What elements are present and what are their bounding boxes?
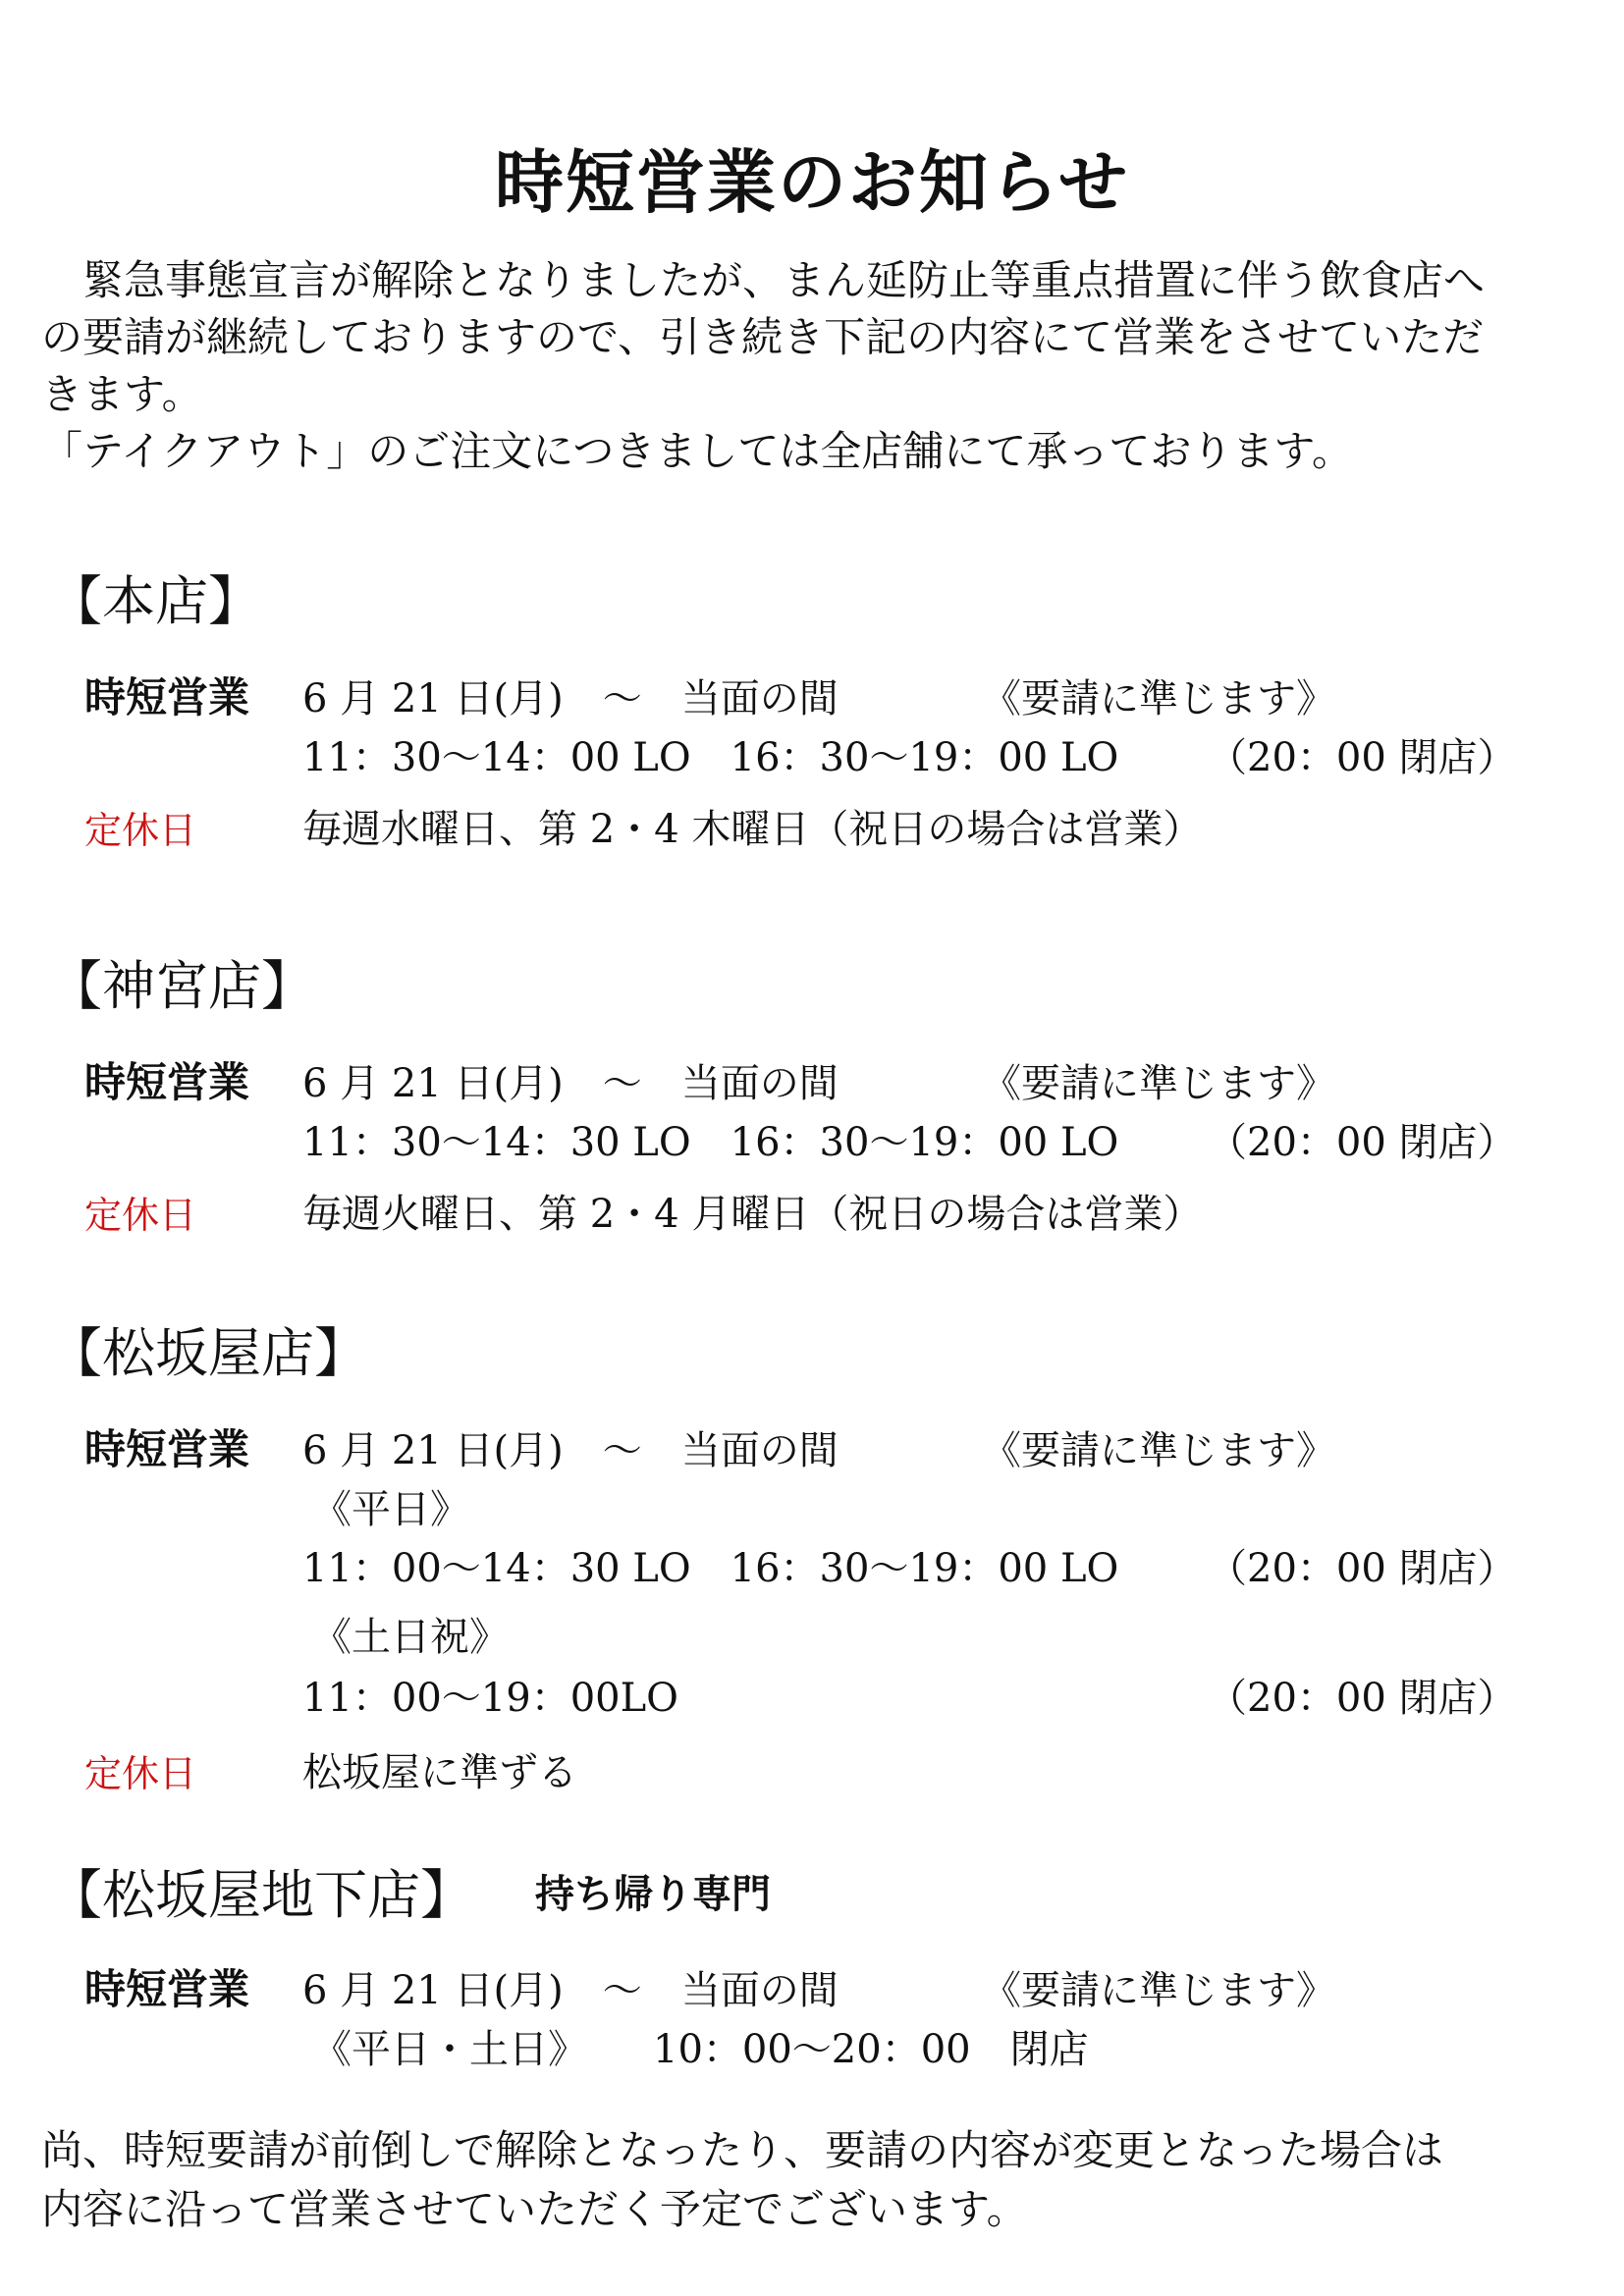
shop-name: 【本店】 [49,570,261,632]
closed-days: 毎週火曜日、第 2・4 月曜日（祝日の場合は営業） [302,1192,1203,1237]
business-hours: 10：00～20：00 閉店 [653,2027,1089,2072]
weekday-label: 《平日》 [312,1487,469,1532]
weekday-hours: 11：00～14：30 LO 16：30～19：00 LO [302,1546,1119,1591]
holiday-closing: （20：00 閉店） [1208,1676,1517,1721]
page-title: 時短営業のお知らせ [495,141,1129,223]
request-note: 《要請に準じます》 [982,1428,1335,1473]
closed-days: 松坂屋に準ずる [302,1750,577,1795]
request-note: 《要請に準じます》 [982,1968,1335,2013]
footer-line: 内容に沿って営業させていただく予定でございます。 [41,2185,1028,2233]
period: 6 月 21 日(月) ～ 当面の間 [302,676,839,721]
holiday-hours: 11：00～19：00LO [302,1676,678,1721]
closing-time: （20：00 閉店） [1208,735,1517,780]
shop-name: 【松坂屋店】 [49,1322,367,1384]
period: 6 月 21 日(月) ～ 当面の間 [302,1968,839,2013]
short-hours-label: 時短営業 [84,1965,250,2013]
request-note: 《要請に準じます》 [982,676,1335,721]
request-note: 《要請に準じます》 [982,1061,1335,1106]
short-hours-label: 時短営業 [84,1058,250,1106]
intro-line: 緊急事態宣言が解除となりましたが、まん延防止等重点措置に伴う飲食店へ [41,256,1486,304]
business-hours: 11：30～14：00 LO 16：30～19：00 LO [302,735,1119,780]
business-hours: 11：30～14：30 LO 16：30～19：00 LO [302,1120,1119,1165]
short-hours-label: 時短営業 [84,1425,250,1473]
closed-days-label: 定休日 [84,809,197,852]
holiday-label: 《土日祝》 [312,1615,509,1660]
closed-days-label: 定休日 [84,1194,197,1237]
shop-name: 【松坂屋地下店】 [49,1864,473,1926]
shop-name: 【神宮店】 [49,955,314,1017]
short-hours-label: 時短営業 [84,673,250,721]
footer-line: 尚、時短要請が前倒しで解除となったり、要請の内容が変更となった場合は [41,2126,1444,2174]
days-label: 《平日・土日》 [312,2027,587,2072]
closed-days-label: 定休日 [84,1752,197,1795]
closing-time: （20：00 閉店） [1208,1120,1517,1165]
closed-days: 毎週水曜日、第 2・4 木曜日（祝日の場合は営業） [302,807,1203,852]
intro-line: 「テイクアウト」のご注文につきましては全店舗にて承っております。 [41,427,1354,475]
intro-line: の要請が継続しておりますので、引き続き下記の内容にて営業をさせていただ [41,313,1485,361]
period: 6 月 21 日(月) ～ 当面の間 [302,1061,839,1106]
weekday-closing: （20：00 閉店） [1208,1546,1517,1591]
takeout-only-tag: 持ち帰り専門 [535,1871,771,1917]
period: 6 月 21 日(月) ～ 当面の間 [302,1428,839,1473]
intro-line: きます。 [41,370,203,418]
